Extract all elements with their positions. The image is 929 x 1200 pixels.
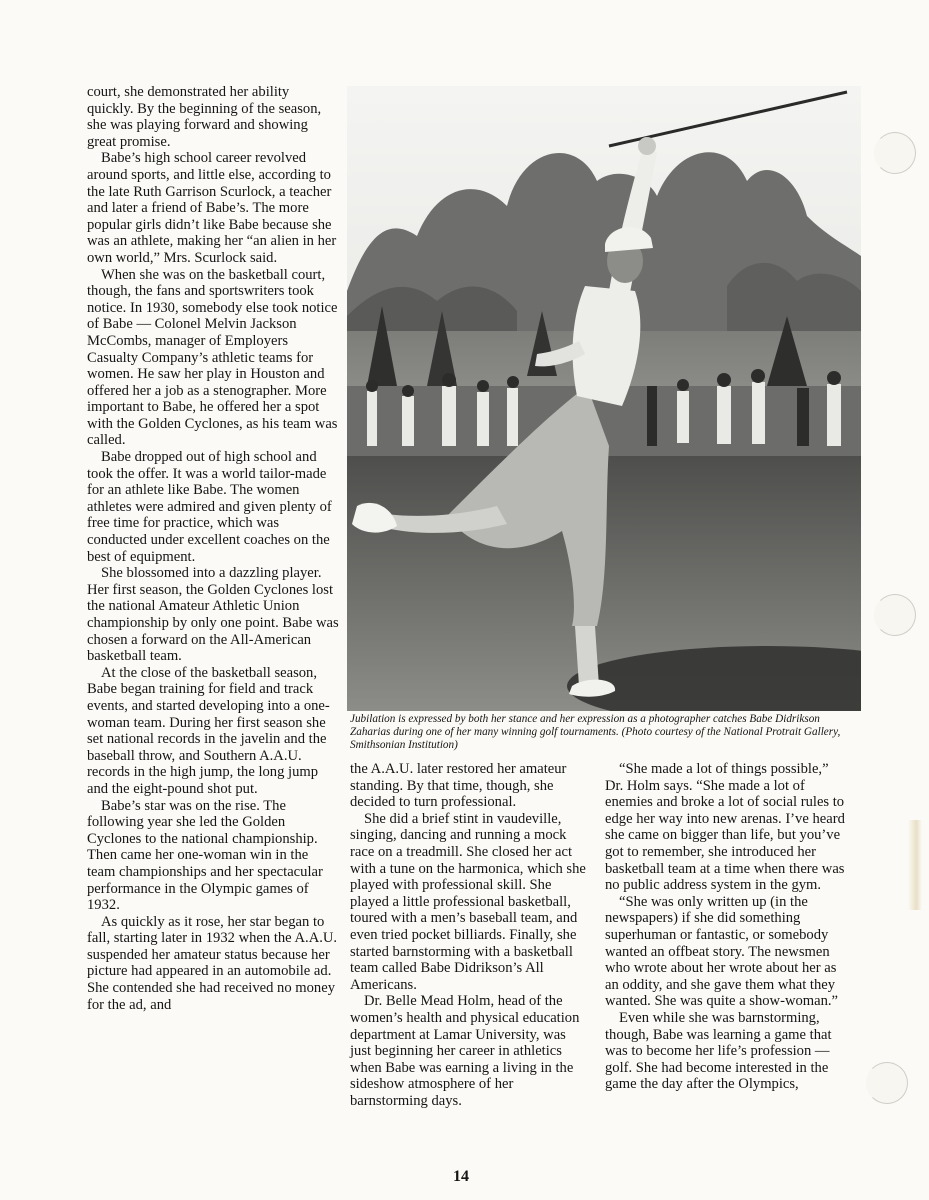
paragraph: When she was on the basketball court, though, the fans and sportswriters took notice. In 1930, somebody else took notice of Babe — Colonel Melvin Jackson McCombs, manager of Employers Casualty Company’s athletic teams for women. He saw her play in Houston and offered her a job as a stenographer. More important to Babe, he offered her a spot with the Golden Cyclones, as his team was called. [87, 266, 338, 449]
paragraph: As quickly as it rose, her star began to fall, starting later in 1932 when the A.A.U. suspended her amateur status because her picture had appeared in an automobile ad. She contended she had received no money for the ad, and [87, 913, 338, 1013]
paragraph: Babe’s high school career revolved around sports, and little else, according to the late Ruth Garrison Scurlock, a teacher and later a friend of Babe’s. The more popular girls didn’t like Babe because she was an athlete, making her “an alien in her own world,” Mrs. Scurlock said. [87, 150, 337, 266]
photo-caption: Jubilation is expressed by both her stance and her expression as a photographer catches Babe Didrikson Zaharias during one of her many winning golf tournaments. (Photo courtesy of the National Protrait Gallery, Smithsonian Institution) [350, 713, 841, 751]
paragraph: Babe dropped out of high school and took the offer. It was a world tailor-made for an athlete like Babe. The women athletes were admired and given plenty of free time for practice, which was conducted under excellent coaches on the best of equipment. [87, 449, 332, 565]
paragraph: the A.A.U. later restored her amateur standing. By that time, though, she decided to turn professional. [350, 761, 567, 811]
paragraph: Dr. Belle Mead Holm, head of the women’s health and physical education department at Lamar University, was just beginning her career in athletics when Babe was earning a living in the sideshow atmosphere of her barnstorming days. [350, 993, 580, 1109]
paragraph: Even while she was barnstorming, though, Babe was learning a game that was to become her life’s profession — golf. She had become interested in the game the day after the Olympics, [605, 1009, 832, 1093]
paragraph: “She made a lot of things possible,” Dr. Holm says. “She made a lot of enemies and broke a lot of social rules to edge her way into new arenas. I’ve heard she came on bigger than life, but you’ve got to remember, she introduced her basketball team at a time when there was no public address system in the gym. [605, 761, 845, 894]
paragraph: She blossomed into a dazzling player. Her first season, the Golden Cyclones lost the national Amateur Athletic Union championship by only one point. Babe was chosen a forward on the All-American basketball team. [87, 565, 339, 665]
paper-stain [908, 820, 922, 910]
text-column-2 [350, 761, 588, 1109]
text-column-1 [87, 84, 339, 1013]
text-column-3 [605, 761, 849, 1093]
binder-hole-icon [874, 132, 916, 174]
binder-hole-icon [874, 594, 916, 636]
paragraph: Babe’s star was on the rise. The following year she led the Golden Cyclones to the national championship. Then came her one-woman win in the team championships and her spectacular performance in the Olympic games of 1932. [87, 797, 323, 914]
binder-hole-icon [866, 1062, 908, 1104]
paragraph: She did a brief stint in vaudeville, singing, dancing and running a mock race on a treadmill. She closed her act with a tune on the harmonica, which she played with professional skill. She played a little professional basketball, toured with a men’s baseball team, and even tried pocket billiards. Finally, she started barnstorming with a basketball team called Babe Didrikson’s All Americans. [350, 810, 586, 993]
golfer-photo [347, 86, 861, 711]
paragraph: court, she demonstrated her ability quickly. By the beginning of the season, she was playing forward and showing great promise. [87, 84, 322, 150]
paragraph: “She was only written up (in the newspapers) if she did something superhuman or fantastic, or somebody wanted an offbeat story. The newsmen who wrote about her wrote about her as an oddity, and she gave them what they wanted. She was quite a show-woman.” [605, 893, 839, 1010]
paragraph: At the close of the basketball season, Babe began training for field and track events, and started developing into a one-woman team. During her first season she set national records in the javelin and the baseball throw, and Southern A.A.U. records in the high jump, the long jump and the eight-pound shot put. [87, 664, 330, 797]
page-number: 14 [453, 1168, 469, 1185]
